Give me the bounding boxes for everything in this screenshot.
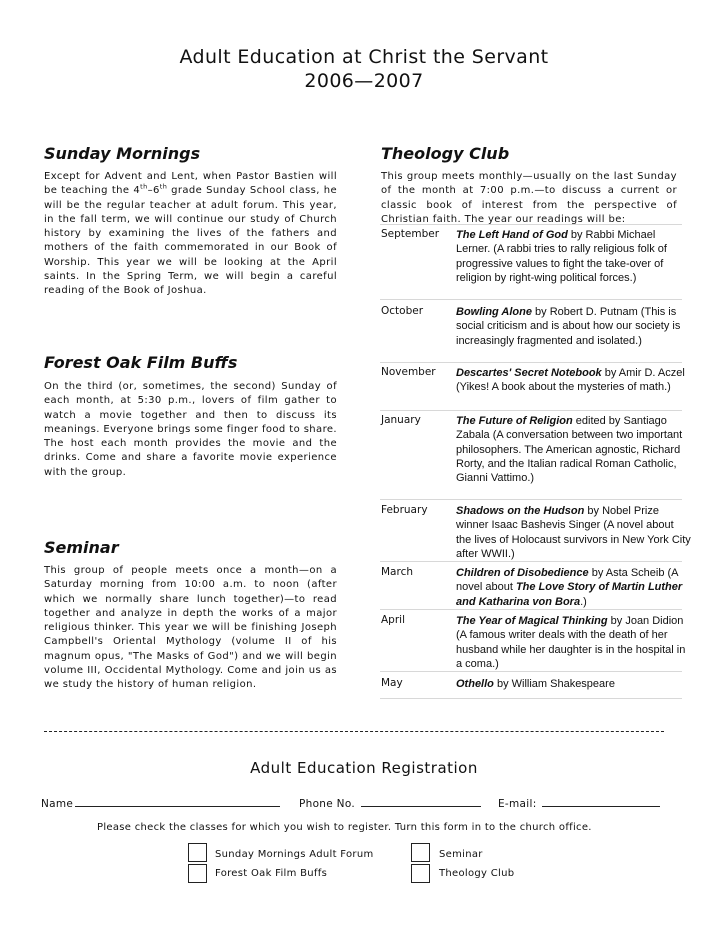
film-buffs-heading: Forest Oak Film Buffs — [44, 353, 238, 372]
reading-description: The Left Hand of God by Rabbi Michael Lerner. (A rabbi tries to rally religious folk of progressive values to fight the take-over of religion by right-wing political forces.) — [456, 229, 667, 284]
film-buffs-text: On the third (or, sometimes, the second) Sunday of each month, at 5:30 p.m., lovers of film gather to watch a movie together and then to discuss its meanings. Everyone brings some finger food to share. The host each month provides the movie and the drinks. Come and share a favorite movie experience with the group. — [44, 381, 337, 478]
checkbox-theology-club[interactable] — [411, 864, 430, 883]
reading-month: October — [381, 305, 424, 317]
reading-description: Shadows on the Hudson by Nobel Prize winner Isaac Bashevis Singer (A novel about the lives of Holocaust survivors in New York City after WWII.) — [456, 505, 691, 560]
reading-month: February — [381, 504, 428, 516]
registration-instructions: Please check the classes for which you wish to register. Turn this form in to the church office. — [97, 822, 592, 833]
reading-description: Descartes' Secret Notebook by Amir D. Aczel (Yikes! A book about the mysteries of math.) — [456, 367, 685, 394]
page-title: Adult Education at Christ the Servant — [179, 46, 549, 68]
phone-label: Phone No. — [299, 798, 355, 810]
cut-line — [44, 731, 664, 732]
option-theology-club-label: Theology Club — [439, 868, 515, 879]
book-title: The Year of Magical Thinking — [456, 615, 608, 627]
phone-field[interactable] — [299, 796, 481, 810]
theology-club-intro: This group meets monthly—usually on the last Sunday of the month at 7:00 p.m.—to discuss a current or classic book of interest from the perspective of Christian faith. The year our readings will be: — [381, 171, 677, 225]
book-title: Descartes' Secret Notebook — [456, 367, 602, 379]
book-title: Bowling Alone — [456, 306, 532, 318]
divider — [380, 609, 682, 610]
name-field[interactable] — [41, 796, 280, 810]
book-title: The Left Hand of God — [456, 229, 568, 241]
phone-input-line[interactable] — [361, 796, 481, 807]
seminar-text: This group of people meets once a month—on a Saturday morning from 10:00 a.m. to noon (after which we normally share lunch together)—to read together and analyze in depth the works of a major religious thinker. This year we will be finishing Joseph Campbell's Oriental Mythology (volume II of his magnum opus, "The Masks of God") and we will begin volume III, Occidental Mythology. Come and join us as we study the history of human religion. — [44, 565, 337, 691]
sunday-mornings-text: Except for Advent and Lent, when Pastor Bastien will be teaching the 4th–6th grade Sunday School class, he will be the regular teacher at adult forum. This year, in the fall term, we will continue our study of Church history by examining the lives of the fathers and mothers of the faith commemorated in our Book of Worship. This year we will be looking at the April saints. In the Spring Term, we will begin a careful reading of the Book of Joshua. — [44, 171, 337, 297]
option-seminar-label: Seminar — [439, 849, 483, 860]
reading-description: Othello by William Shakespeare — [456, 678, 615, 690]
book-title: Shadows on the Hudson — [456, 505, 585, 517]
seminar-heading: Seminar — [44, 538, 119, 557]
reading-description: The Year of Magical Thinking by Joan Didion (A famous writer deals with the death of her husband while her daughter is in the hospital in a coma.) — [456, 615, 686, 670]
page-subtitle-years: 2006—2007 — [304, 70, 424, 92]
reading-description: The Future of Religion edited by Santiago Zabala (A conversation between two important philosophers. The American agnostic, Richard Rorty, and the Italian radical Roman Catholic, Gianni Vattimo.) — [456, 415, 683, 485]
checkbox-seminar[interactable] — [411, 843, 430, 862]
book-title: Othello — [456, 678, 494, 690]
divider — [380, 224, 682, 225]
email-field[interactable] — [498, 796, 660, 810]
divider — [380, 499, 682, 500]
reading-description: Bowling Alone by Robert D. Putnam (This is social criticism and is about how our society is increasingly fragmented and isolated.) — [456, 306, 681, 347]
name-label: Name — [41, 798, 74, 810]
reading-month: May — [381, 677, 403, 689]
divider — [380, 362, 682, 363]
divider — [380, 410, 682, 411]
registration-title: Adult Education Registration — [250, 759, 478, 777]
option-sunday-mornings-label: Sunday Mornings Adult Forum — [215, 849, 374, 860]
email-label: E-mail: — [498, 798, 537, 810]
book-title: The Future of Religion — [456, 415, 573, 427]
reading-description: Children of Disobedience by Asta Scheib (A novel about The Love Story of Martin Luther and Katharina von Bora.) — [456, 567, 683, 608]
divider — [380, 561, 682, 562]
book-title: Children of Disobedience — [456, 567, 589, 579]
divider — [380, 698, 682, 699]
reading-month: November — [381, 366, 436, 378]
reading-month: September — [381, 228, 440, 240]
theology-club-heading: Theology Club — [381, 144, 510, 163]
divider — [380, 299, 682, 300]
option-film-buffs-label: Forest Oak Film Buffs — [215, 868, 328, 879]
reading-month: March — [381, 566, 414, 578]
name-input-line[interactable] — [75, 796, 280, 807]
email-input-line[interactable] — [542, 796, 660, 807]
divider — [380, 671, 682, 672]
checkbox-film-buffs[interactable] — [188, 864, 207, 883]
reading-month: April — [381, 614, 405, 626]
checkbox-sunday-mornings[interactable] — [188, 843, 207, 862]
book-title: The Love Story of Martin Luther and Katharina von Bora — [456, 581, 683, 608]
reading-month: January — [381, 414, 421, 426]
sunday-mornings-heading: Sunday Mornings — [44, 144, 201, 163]
